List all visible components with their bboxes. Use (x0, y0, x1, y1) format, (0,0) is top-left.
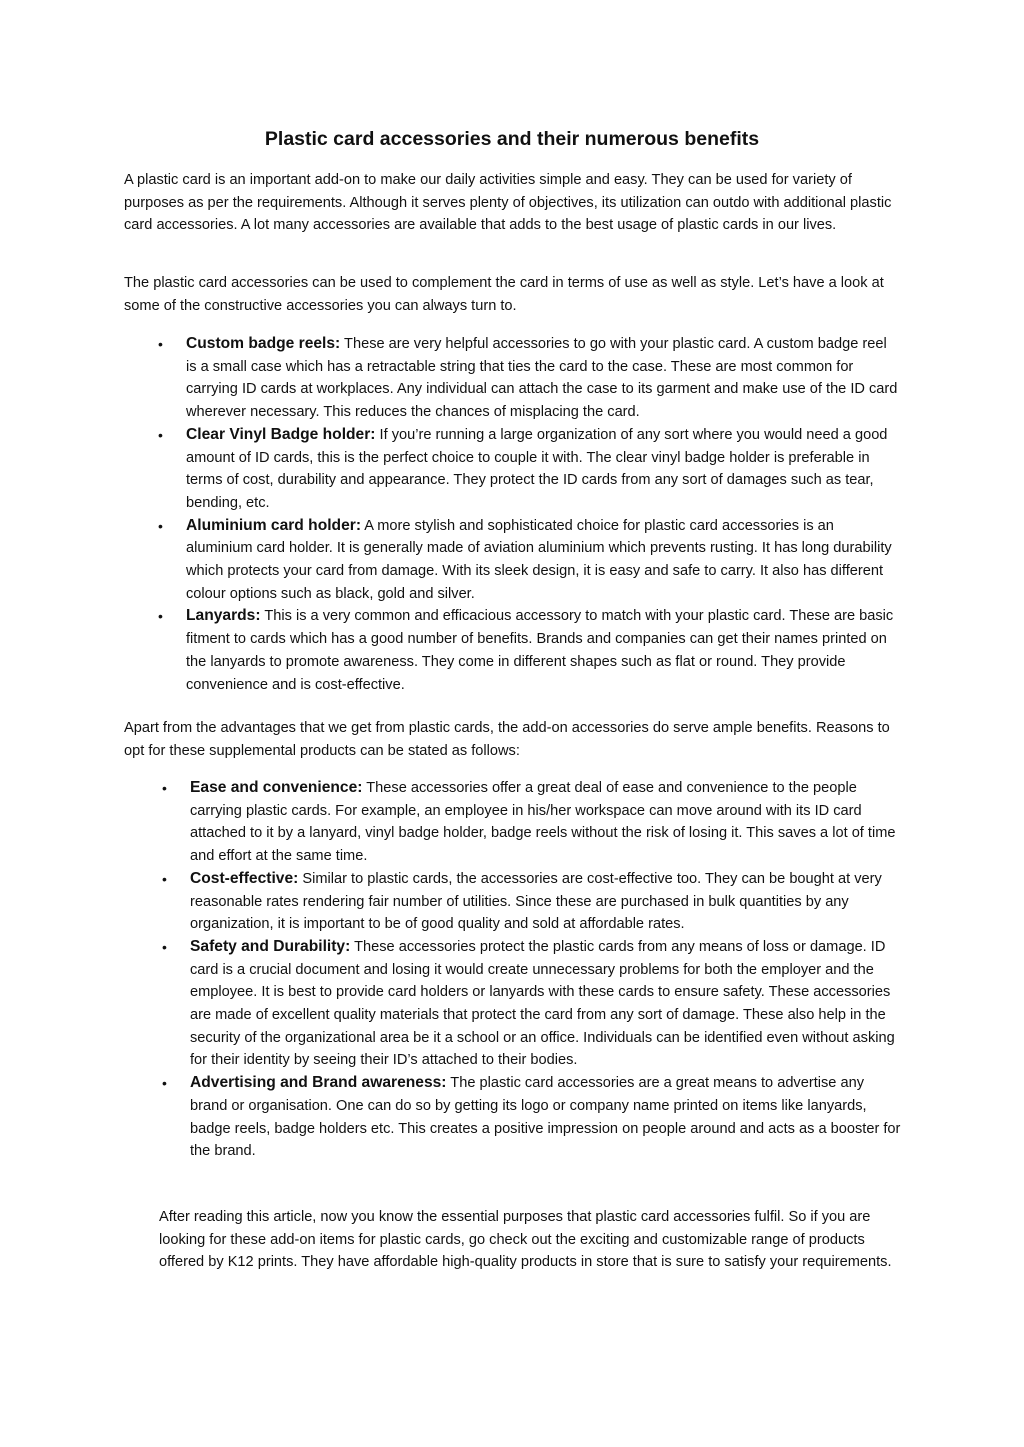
bullet-icon: • (158, 517, 163, 534)
bullet-icon: • (162, 870, 167, 887)
bullet-icon: • (162, 1075, 167, 1092)
accessories-list (158, 333, 900, 696)
bullet-icon: • (158, 426, 163, 443)
list-item-heading: Ease and convenience: (190, 779, 363, 796)
list-item-heading: Safety and Durability: (190, 937, 351, 955)
list-item (162, 868, 902, 936)
accessories-intro-paragraph: The plastic card accessories can be used to complement the card in terms of use as well as style. Let’s have a look at some of the constructive accessories you can always turn to. (124, 275, 884, 314)
list-item-text: If you’re running a large organization of any sort where you would need a good amount of ID cards, this is the perfect choice to couple it with. The clear vinyl badge holder is preferable in terms of cost, durability and appearance. They protect the ID cards from any sort of damages such as tear, bending, etc. (186, 426, 888, 511)
list-item (162, 777, 902, 868)
list-item (162, 1072, 902, 1163)
bullet-icon: • (162, 780, 167, 796)
list-item (158, 424, 900, 515)
list-item-text: Similar to plastic cards, the accessories are cost-effective too. They can be bought at very reasonable rates rendering fair number of utilities. Since these are purchased in bulk quantities by any organization, it is important to be of good quality and sold at affordable rates. (190, 870, 882, 933)
list-item-heading: Aluminium card holder: (186, 516, 362, 534)
bullet-icon: • (158, 336, 163, 352)
list-item (162, 936, 902, 1072)
list-item-text: A more stylish and sophisticated choice for plastic card accessories is an aluminium card holder. It is generally made of aviation aluminium which prevents rusting. It has long durability which protects your card from damage. With its sleek design, it is easy and safe to carry. It also has different colour options such as black, gold and silver. (186, 517, 892, 602)
list-item-text: This is a very common and efficacious accessory to match with your plastic card. These are basic fitment to cards which has a good number of benefits. Brands and companies can get their names printed on the lanyards to promote awareness. They come in different shapes such as flat or round. They provide convenience and is cost-effective. (186, 608, 894, 693)
list-item-heading: Advertising and Brand awareness: (190, 1074, 447, 1092)
list-item-heading: Clear Vinyl Badge holder: (186, 425, 376, 443)
intro-paragraph: A plastic card is an important add-on to make our daily activities simple and easy. They can be used for variety of purposes as per the requirements. Although it serves plenty of objectives, its utilization can outdo with additional plastic card accessories. A lot many accessories are available that adds to the best usage of plastic cards in our lives. (124, 172, 892, 234)
page-title: Plastic card accessories and their numerous benefits (264, 128, 760, 150)
list-item-text: These accessories protect the plastic cards from any means of loss or damage. ID card is a crucial document and losing it would create unnecessary problems for both the employer and the employee. It is best to provide card holders or lanyards with these cards to ensure safety. These accessories are made of excellent quality materials that protect the card from any sort of damage. These also help in the security of the organizational area be it a school or an office. Individuals can be identified even without asking for their identity by seeing their ID’s attached to their bodies. (190, 938, 895, 1069)
list-item (158, 515, 900, 606)
benefits-list (162, 777, 902, 1163)
list-item-text: The plastic card accessories are a great means to advertise any brand or organisation. One can do so by getting its logo or company name printed on items like lanyards, badge reels, badge holders etc. This creates a positive impression on people around and acts as a booster for the brand. (190, 1075, 901, 1160)
list-item (158, 333, 900, 424)
conclusion-paragraph: After reading this article, now you know the essential purposes that plastic card accessories fulfil. So if you are looking for these add-on items for plastic cards, go check out the exciting and customizable range of products offered by K12 prints. They have affordable high-quality products in store that is sure to satisfy your requirements. (159, 1209, 892, 1271)
benefits-intro-paragraph: Apart from the advantages that we get from plastic cards, the add-on accessories do serve ample benefits. Reasons to opt for these supplemental products can be stated as follows: (124, 720, 890, 759)
list-item-text: These accessories offer a great deal of ease and convenience to the people carrying plastic cards. For example, an employee in his/her workspace can move around with its ID card attached to it by a lanyard, vinyl badge holder, badge reels without the risk of losing it. This saves a lot of time and effort at the same time. (190, 780, 896, 865)
list-item-heading: Custom badge reels: (186, 335, 341, 352)
list-item-text: These are very helpful accessories to go with your plastic card. A custom badge reel is a small case which has a retractable string that ties the card to the case. These are most common for carrying ID cards at workplaces. Any individual can attach the case to its garment and make use of the ID card wherever necessary. This reduces the chances of misplacing the card. (186, 336, 898, 421)
list-item-heading: Cost-effective: (190, 869, 299, 887)
bullet-icon: • (158, 608, 163, 625)
list-item-heading: Lanyards: (186, 607, 261, 625)
bullet-icon: • (162, 938, 167, 955)
list-item (158, 605, 900, 696)
